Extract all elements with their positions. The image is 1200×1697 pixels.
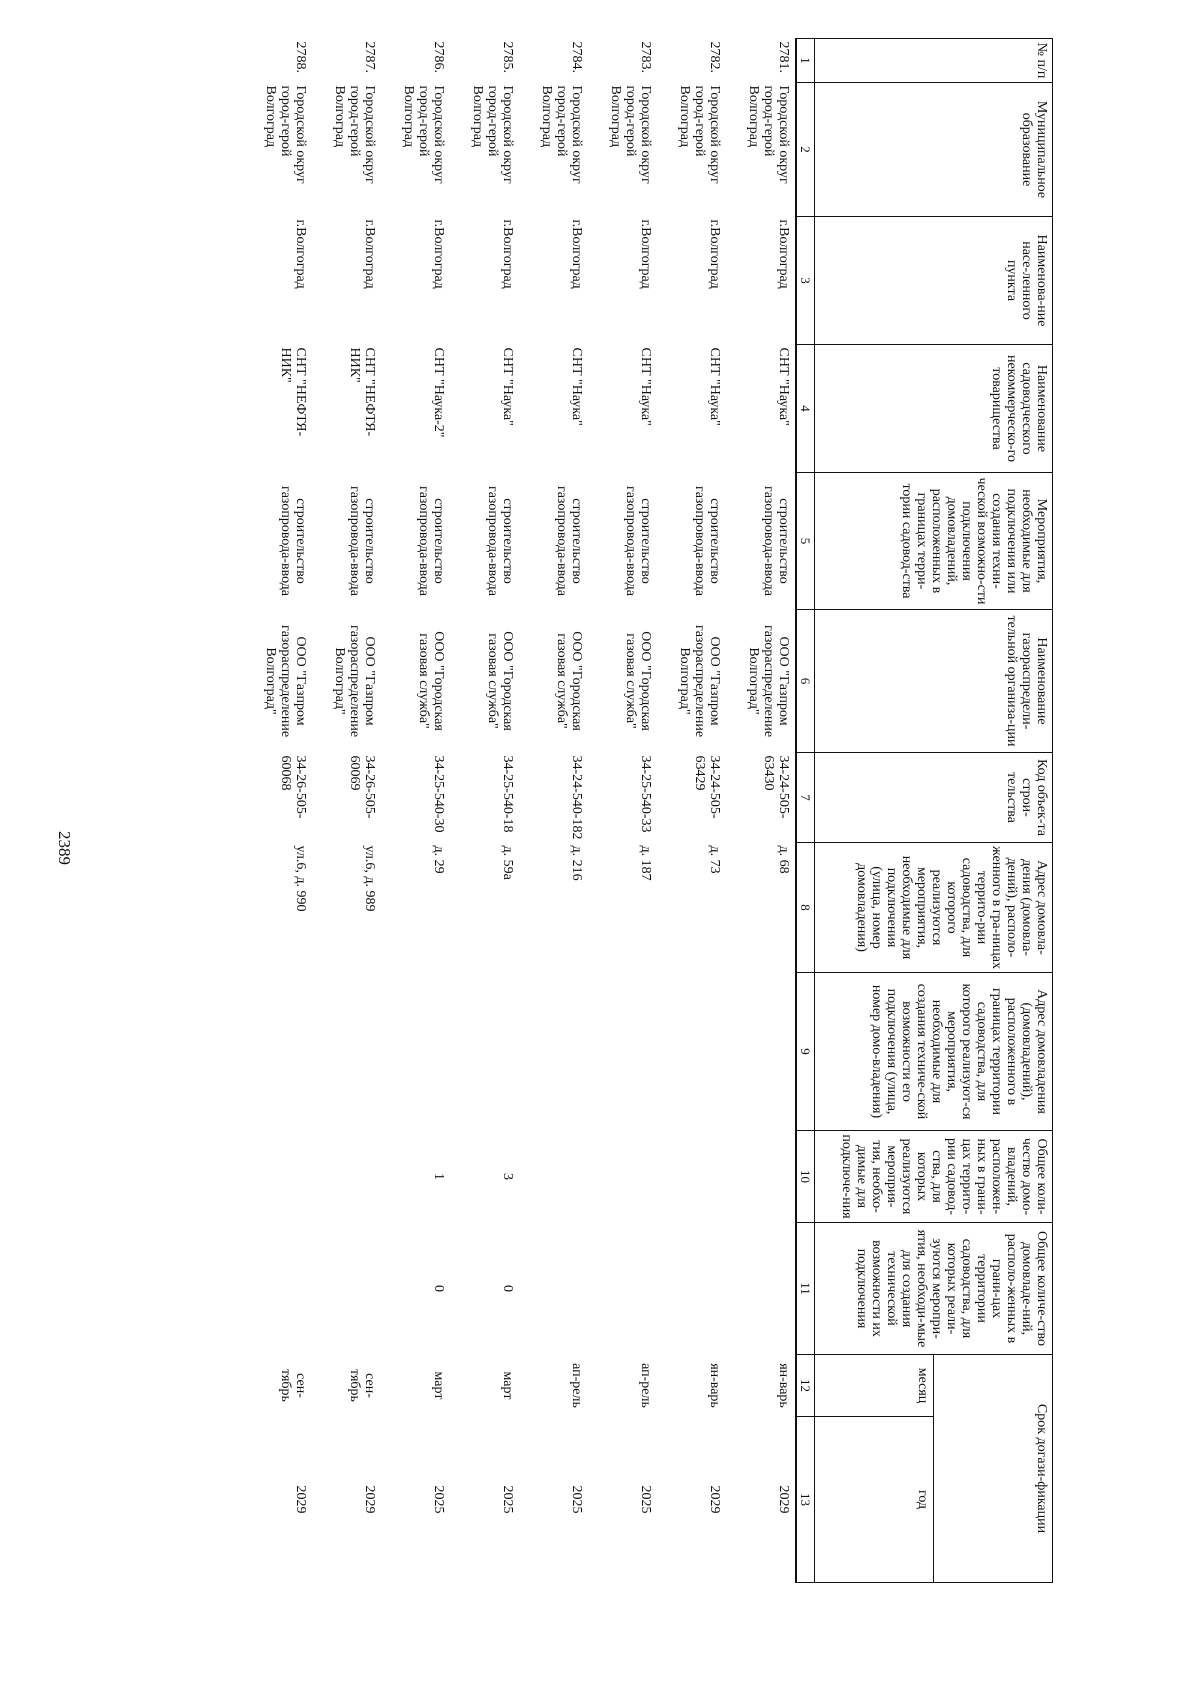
table-row [450, 39, 519, 1583]
deadline-year-cell: 2025 [431, 1485, 446, 1514]
header-deadline-month: месяц [815, 1355, 934, 1417]
capability-count-cell [243, 1223, 312, 1355]
row-number: 2782. [707, 41, 722, 73]
table-row [243, 39, 312, 1583]
object-code-cell: 34-25-540-30 [431, 755, 446, 833]
header-object-code: Код объек-та строи-тельства [815, 753, 1053, 843]
settlement-cell: г.Волгоград [707, 219, 722, 289]
gas-organization-cell: ООО "Газпром газораспределение Волгоград" [746, 624, 791, 738]
header-capability-address: Адрес домовладения (домовладений), расположенного в границах территории садоводства, для которого реализуют-ся мероприятия, необходимые для создания техниче-ской возможности его подключения (улица, номер домо-владения) [815, 973, 1053, 1131]
connection-count-cell: 3 [500, 1173, 515, 1180]
header-row-number: № п/п [815, 39, 1053, 83]
connection-count-cell [243, 1131, 312, 1223]
capability-address-cell [381, 973, 450, 1131]
column-number: 9 [796, 973, 815, 1131]
header-municipality: Муниципальное образование [815, 83, 1053, 217]
partnership-cell: СНТ "НЕФТЯ-НИК" [347, 347, 377, 437]
column-number: 2 [796, 83, 815, 217]
capability-address-cell [726, 973, 796, 1131]
municipality-cell: Городской округ город-герой Волгоград [263, 85, 308, 184]
partnership-cell: СНТ "Наука" [638, 347, 653, 426]
settlement-cell: г.Волгоград [293, 219, 308, 289]
header-measures: Мероприятия, необходимые для подключения или создания техни-ческой возможно-сти подключения домовладений, расположенных в границах терри-тории садовод-ства [815, 473, 1053, 610]
measure-cell: строительство газопровода-ввода [692, 485, 722, 597]
column-number: 7 [796, 753, 815, 843]
row-number: 2787. [362, 41, 377, 73]
settlement-cell: г.Волгоград [569, 219, 584, 289]
table-body [243, 39, 796, 1583]
row-number: 2784. [569, 41, 584, 73]
object-code-cell: 34-24-540-182 [569, 755, 584, 840]
municipality-cell: Городской округ город-герой Волгоград [677, 85, 722, 184]
deadline-month-cell: ян-варь [707, 1363, 722, 1408]
object-code-cell: 34-25-540-18 [500, 755, 515, 833]
row-number: 2783. [638, 41, 653, 73]
object-code-cell: 34-25-540-33 [638, 755, 653, 833]
settlement-cell: г.Волгоград [431, 219, 446, 289]
capability-address-cell [588, 973, 657, 1131]
connection-address-cell: д. 216 [569, 845, 584, 881]
deadline-month-cell: ян-варь [776, 1363, 791, 1408]
column-number: 10 [796, 1131, 815, 1223]
measure-cell: строительство газопровода-ввода [278, 485, 308, 597]
column-number: 12 [796, 1355, 815, 1417]
municipality-cell: Городской округ город-герой Волгоград [470, 85, 515, 184]
row-number: 2786. [431, 41, 446, 73]
municipality-cell: Городской округ город-герой Волгоград [401, 85, 446, 184]
settlement-cell: г.Волгоград [500, 219, 515, 289]
partnership-cell: СНТ "Наука-2" [431, 347, 446, 438]
deadline-month-cell: сен-тябрь [278, 1369, 308, 1402]
object-code-cell: 34-24-505-63429 [692, 755, 722, 819]
capability-count-cell: 0 [431, 1285, 446, 1292]
object-code-cell: 34-26-505-60068 [278, 755, 308, 819]
connection-count-cell [588, 1131, 657, 1223]
measure-cell: строительство газопровода-ввода [623, 485, 653, 597]
table-row [588, 39, 657, 1583]
capability-address-cell [519, 973, 588, 1131]
column-number: 8 [796, 843, 815, 973]
municipality-cell: Городской округ город-герой Волгоград [746, 85, 791, 184]
deadline-year-cell: 2025 [638, 1485, 653, 1514]
row-number: 2781. [776, 41, 791, 73]
partnership-cell: СНТ "Наука" [776, 347, 791, 426]
row-number: 2785. [500, 41, 515, 73]
connection-count-cell [312, 1131, 381, 1223]
header-capability-count: Общее количе-ство домовладе-ний, располо-женных в грани-цах территории садоводства, для которых реали-зуются меропри-ятия, необходи-мые для создания технической возможности их подключения [815, 1223, 1053, 1355]
table-row [381, 39, 450, 1583]
connection-count-cell [519, 1131, 588, 1223]
column-number: 11 [796, 1223, 815, 1355]
capability-count-cell [657, 1223, 726, 1355]
capability-count-cell [312, 1223, 381, 1355]
capability-address-cell [657, 973, 726, 1131]
deadline-year-cell: 2025 [569, 1485, 584, 1514]
measure-cell: строительство газопровода-ввода [416, 485, 446, 597]
column-number-row [796, 39, 815, 1583]
connection-address-cell: д. 187 [638, 845, 653, 881]
measure-cell: строительство газопровода-ввода [347, 485, 377, 597]
connection-address-cell: д. 73 [707, 845, 722, 874]
capability-count-cell [588, 1223, 657, 1355]
connection-address-cell: ул.6, д. 989 [362, 845, 377, 912]
connection-address-cell: д. 29 [431, 845, 446, 874]
settlement-cell: г.Волгоград [638, 219, 653, 289]
header-partnership: Наименование садоводческого некоммерческо-го товарищества [815, 345, 1053, 473]
page-number: 2389 [55, 831, 74, 865]
row-number: 2788. [293, 41, 308, 73]
deadline-month-cell: ап-рель [638, 1363, 653, 1408]
measure-cell: строительство газопровода-ввода [554, 485, 584, 597]
header-connection-count: Общее коли-чество домо-владений, расположен-ных в грани-цах террито-рии садовод-ства, для которых реализуются мероприя-тия, необхо-димые для подключе-ния [815, 1131, 1053, 1223]
column-number: 13 [796, 1417, 815, 1583]
table-header [796, 39, 1053, 1583]
deadline-year-cell: 2029 [776, 1485, 791, 1514]
connection-count-cell [657, 1131, 726, 1223]
header-deadline-year: год [815, 1417, 934, 1583]
measure-cell: строительство газопровода-ввода [761, 485, 791, 597]
connection-count-cell: 1 [431, 1173, 446, 1180]
header-connection-address: Адрес домовла-дения (домовла-дений), располо-женного в гра-ницах террито-рии садоводства, для которого реализуются мероприятия, необходимые для подключения (улица, номер домовладения) [815, 843, 1053, 973]
gas-organization-cell: ООО "Газпром газораспределение Волгоград" [677, 624, 722, 738]
object-code-cell: 34-24-505-63430 [761, 755, 791, 819]
table-row [726, 39, 796, 1583]
deadline-year-cell: 2029 [707, 1485, 722, 1514]
gas-organization-cell: ООО "Городская газовая служба" [554, 631, 584, 731]
capability-address-cell [312, 973, 381, 1131]
connection-address-cell: ул.6, д. 990 [293, 845, 308, 912]
partnership-cell: СНТ "Наука" [707, 347, 722, 426]
connection-address-cell: д. 68 [776, 845, 791, 874]
gasification-table [243, 38, 1053, 1583]
header-deadline: Срок догази-фикации [934, 1355, 1053, 1583]
municipality-cell: Городской округ город-герой Волгоград [332, 85, 377, 184]
column-number: 4 [796, 345, 815, 473]
table-row [312, 39, 381, 1583]
connection-count-cell [726, 1131, 796, 1223]
column-number: 5 [796, 473, 815, 610]
settlement-cell: г.Волгоград [776, 219, 791, 289]
capability-count-cell: 0 [500, 1285, 515, 1292]
gas-organization-cell: ООО "Городская газовая служба" [485, 631, 515, 731]
column-number: 3 [796, 217, 815, 345]
deadline-month-cell: ап-рель [569, 1363, 584, 1408]
measure-cell: строительство газопровода-ввода [485, 485, 515, 597]
capability-count-cell [726, 1223, 796, 1355]
gas-organization-cell: ООО "Газпром газораспределение Волгоград" [332, 624, 377, 738]
partnership-cell: СНТ "Наука" [500, 347, 515, 426]
settlement-cell: г.Волгоград [362, 219, 377, 289]
header-gas-organization: Наименование газораспредели-тельной организа-ции [815, 610, 1053, 753]
capability-address-cell [450, 973, 519, 1131]
deadline-year-cell: 2029 [293, 1485, 308, 1514]
capability-count-cell [519, 1223, 588, 1355]
table-row [519, 39, 588, 1583]
capability-address-cell [243, 973, 312, 1131]
municipality-cell: Городской округ город-герой Волгоград [608, 85, 653, 184]
partnership-cell: СНТ "НЕФТЯ-НИК" [278, 347, 308, 437]
deadline-month-cell: март [500, 1371, 515, 1400]
partnership-cell: СНТ "Наука" [569, 347, 584, 426]
header-settlement: Наименова-ние насе-ленного пункта [815, 217, 1053, 345]
table-row [657, 39, 726, 1583]
deadline-month-cell: март [431, 1371, 446, 1400]
municipality-cell: Городской округ город-герой Волгоград [539, 85, 584, 184]
object-code-cell: 34-26-505-60069 [347, 755, 377, 819]
connection-address-cell: д. 59а [500, 845, 515, 880]
column-number: 1 [796, 39, 815, 83]
gas-organization-cell: ООО "Городская газовая служба" [623, 631, 653, 731]
gasification-table-sheet [175, 38, 1053, 1582]
deadline-month-cell: сен-тябрь [347, 1369, 377, 1402]
deadline-year-cell: 2025 [500, 1485, 515, 1514]
gas-organization-cell: ООО "Городская газовая служба" [416, 631, 446, 731]
gas-organization-cell: ООО "Газпром газораспределение Волгоград" [263, 624, 308, 738]
column-number: 6 [796, 610, 815, 753]
deadline-year-cell: 2029 [362, 1485, 377, 1514]
